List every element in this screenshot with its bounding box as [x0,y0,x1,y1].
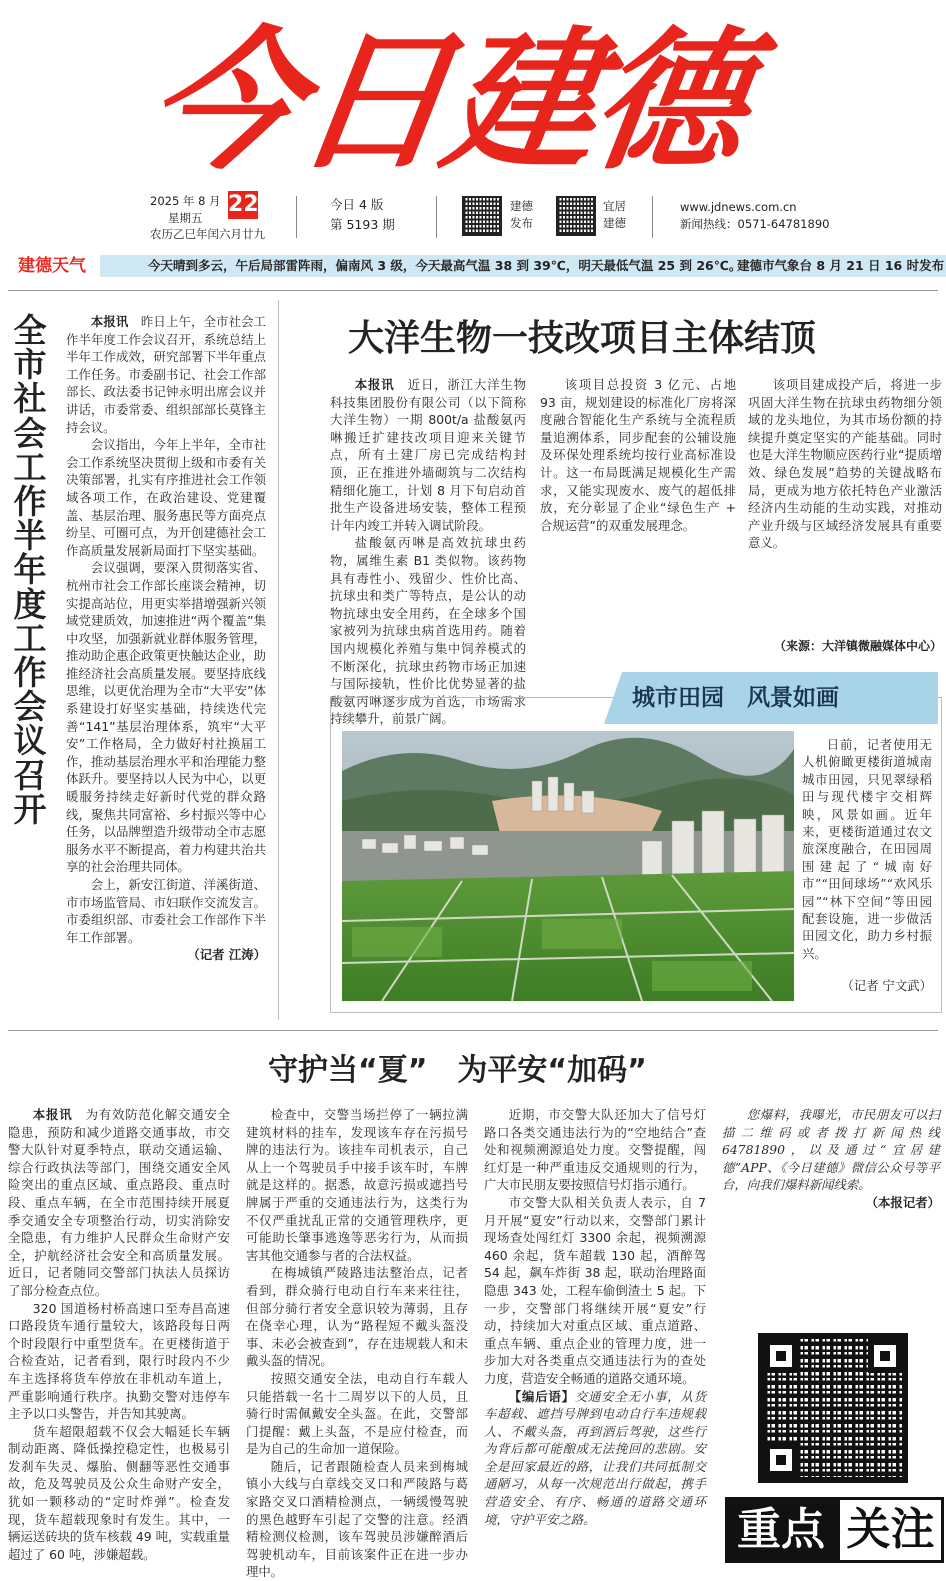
website-link[interactable]: www.jdnews.com.cn [680,200,797,214]
article3-credit: （本报记者） [865,1194,940,1210]
news-hotline: 新闻热线：0571-64781890 [680,217,830,231]
edition-issue: 第 5193 期 [330,217,395,232]
article2-column-1 [330,376,526,727]
weekday: 星期五 [168,211,203,225]
divider [296,196,297,238]
divider [436,196,437,238]
article3-headline: 守护当“夏” 为平安“加码” [268,1053,647,1088]
qr-finder-icon [764,1443,798,1477]
article1-paragraph: 会议指出，今年上半年，全市社会工作系统坚决贯彻上级和市委有关决策部署，扎实有序推进社会工作领域各项工作，在政治建设、党建覆盖、基层治理、服务惠民等方面亮点纷呈、可圈可点，为开创建德社会工作高质量发展新局面打下坚实基础。 [66,437,266,558]
photo-banner-title: 城市田园 风景如画 [632,685,839,711]
article1-paragraph: 会议强调，要深入贯彻落实省、杭州市社会工作部长座谈会精神，切实提高站位，用更实举措增强新兴领域党建质效，加速推进“两个覆盖”集中攻坚，加强新就业群体服务管理，推动助企惠企政策更快触达企业，助推经济社会高质量发展。要坚持底线思维，以更优治理为全市“大平安”体系建设打好坚实基础，持续迭代完善“141”基层治理体系，筑牢“大平安”工作格局，全力做好村社换届工作，推动基层治理水平和治理能力整体跃升。要坚持以人民为中心，以更暖服务持续走好新时代党的群众路线，聚焦共同富裕、乡村振兴等中心任务，以品牌塑造升级带动全市志愿服务水平不断提高，着力构建共治共享的社会治理共同体。 [66,560,266,875]
weather-title: 建德天气 [18,256,86,276]
newspaper-title: 今日建德 [137,11,755,190]
edition-pages: 今日 4 版 [330,197,384,212]
qr-code-icon[interactable] [556,196,596,236]
article3-column-2 [246,1106,468,1580]
date-block [150,190,290,242]
qr-label-line: 建德 [603,216,626,230]
qr-label-jiande-release [510,198,550,250]
divider [8,1030,938,1031]
article1-paragraph: 会上，新安江街道、洋溪街道、市市场监管局、市妇联作交流发言。市委组织部、市委社会工作部作下半年工作部署。 [66,877,266,945]
lunar-date: 农历乙巳年闰六月廿九 [150,227,265,241]
editor-note: 交通安全无小事，从货车超载、遮挡号牌到电动自行车违规载人、不戴头盔，再到酒后驾驶，这些行为背后都可能酿成无法挽回的悲剧。安全是回家最近的路，让我们共同抵制交通陋习，从每一次规范出行做起，携手营造安全、有序、畅通的道路交通环境，守护平安之路。 [484,1388,707,1527]
photo-banner [604,672,938,724]
qr-code-icon[interactable] [462,196,502,236]
article3-paragraph: 在梅城镇严陵路违法整治点，记者看到，群众骑行电动自行车来来往往，但部分骑行者安全意识较为薄弱，且存在侥幸心理，认为“路程短不戴头盔没事、未必会被查到”，存在违规载人和未戴头盔的情况。 [246,1265,468,1369]
article3-paragraph: 近期，市交警大队还加大了信号灯路口各类交通违法行为的“空地结合”查处和视频溯源追处力度。交警提醒，闯红灯是一种严重违反交通规则的行为，广大市民朋友要按照信号灯指示通行。 [484,1107,706,1193]
contact-block [680,199,850,251]
article3-paragraph: 检查中，交警当场拦停了一辆拉满建筑材料的挂车，发现该车存在污损号牌的违法行为。该挂车司机表示，自己从上一个驾驶员手中接手该车时，车牌就是这样的。据悉，故意污损或遮挡号牌属于严重的交通违法行为，这类行为不仅严重扰乱正常的交通管理秩序，更可能助长肇事逃逸等恶劣行为，从而损害其他交通参与者的合法权益。 [246,1107,468,1263]
article3-paragraph: 市交警大队相关负责人表示，自 7 月开展“夏安”行动以来，交警部门累计现场查处闯红灯 3300 余起，视频溯源 460 余起，货车超载 130 起，酒醉驾 54 起，飙车炸街 38 起，联动治理路面隐患 343 处，工程车偷倒渣土 5 起。下一步，交警部门将继续开展“夏安”行动，持续加大对重点区域、重点道路、重点车辆、重点企业的管理力度，进一步加大对各类重点交通违法行为的查处力度，营造安全畅通的道路交通环境。 [484,1194,706,1386]
divider [652,196,653,238]
article2-column-3 [748,376,942,651]
aerial-photo-illustration [342,731,794,1001]
photo-caption: 日前，记者使用无人机俯瞰更楼街道城南城市田园，只见翠绿稻田与现代楼宇交相辉映，风景如画。近年来，更楼街道通过农文旅深度融合，在田园周围建起了“城南好市”“田间球场”“欢风乐园”“林下空间”等田园配套设施，进一步做活田园文化，助力乡村振兴。 [802,737,932,961]
article3-column-4 [722,1106,940,1326]
article2-column-2 [540,376,736,666]
article2-headline: 大洋生物一技改项目主体结顶 [348,318,817,359]
qr-label-livable-jiande [603,198,643,250]
section-label-a: 重点 [725,1497,837,1563]
photo-credit: （记者 宁文武） [841,978,932,993]
article-lead: 本报讯 [90,314,129,329]
qr-label-line: 建德 [510,199,533,213]
article2-paragraph: 该项目建成投产后，将进一步巩固大洋生物在抗球虫药物细分领域的龙头地位，为其市场份额的持续提升奠定坚实的产能基础。同时也是大洋生物顺应医药行业“提质增效、绿色发展”趋势的关键战略布局，更成为地方依托特色产业激活经济内生动能的生动实践，对推动产业升级与区域经济发展具有重要意义。 [748,377,942,551]
article-lead: 本报讯 [354,377,395,392]
section-label [725,1497,944,1563]
article3-paragraph: 按照交通安全法，电动自行车载人只能搭载一名十二周岁以下的人员，且骑行时需佩戴安全头盔。在此，交警部门提醒：戴上头盔，不是应付检查，而是为自己的生命加一道保险。 [246,1370,468,1457]
article-lead: 本报讯 [32,1107,73,1122]
article3-paragraph: 货车超限超载不仅会大幅延长车辆制动距离、降低操控稳定性，也极易引发刹车失灵、爆胎、侧翻等恶性交通事故，危及驾驶员及公众生命财产安全，犹如一颗移动的“定时炸弹”。检查发现，货车超载现象时有发生。其中，一辆运送砖块的货车核载 49 吨，实载重量超过了 60 吨，涉嫌超载。 [8,1423,230,1562]
article2-paragraph: 该项目总投资 3 亿元、占地 93 亩，规划建设的标准化厂房将深度融合智能化生产系统与全流程质量追溯体系，同步配套的公辅设施及环保处理系统均按行业高标准设计。这一布局既满足规模化生产需求，又能实现废水、废气的超低排放，充分彰显了企业“绿色生产 + 合规运营”的双重发展理念。 [540,377,736,533]
masthead [0,0,946,190]
article3-column-3 [484,1106,706,1563]
weather-bar [0,252,946,280]
article1-paragraph: 昨日上午，全市社会工作半年度工作会议召开，系统总结上半年工作成效，研究部署下半年重点工作任务。市委副书记、社会工作部部长、政法委书记钟永明出席会议并讲话，市委常委、组织部部长莫锋主持会议。 [66,314,267,435]
qr-finder-icon [868,1339,902,1373]
qr-label-line: 发布 [510,216,533,230]
article2-paragraph: 盐酸氨丙啉是高效抗球虫药物，属维生素 B1 类似物。该药物具有毒性小、残留少、性价比高、抗球虫和类广等特点，是公认的动物抗球虫安全用药，在全球多个国家被列为抗球虫病首选用药。随着国内规模化养殖与集中饲养模式的不断深化，抗球虫药物市场正加速与国际接轨，性价比优势显著的盐酸氨丙啉逐步成为首选，市场需求持续攀升，前景广阔。 [330,535,526,727]
qr-finder-icon [764,1339,798,1373]
article3-paragraph: 随后，记者跟随检查人员来到梅城镇小大线与白章线交叉口和严陵路与葛家路交叉口酒精检测点，一辆缓慢驾驶的黑色越野车引起了交警的注意。经酒精检测仪检测，该车驾驶员涉嫌醉酒后驾驶机动车，目前该案件正在进一步办理中。 [246,1458,468,1580]
date-year-month: 2025 年 8 月 [150,194,221,208]
divider [278,300,279,1020]
article3-paragraph: 为有效防范化解交通安全隐患，预防和减少道路交通事故，市交警大队针对夏季特点，联动交通运输、综合行政执法等部门，围绕交通安全风险突出的重点区域、重点路段、重点时段、重点车辆，在全市范围持续开展夏季交通安全专项整治行动，切实消除安全隐患，有力维护人民群众生命财产安全，护航经济社会安全和高质量发展。近日，记者随同交警部门执法人员探访了部分检查点位。 [8,1107,231,1298]
article3-column-1 [8,1106,230,1563]
aerial-photo [342,731,794,1001]
article2-paragraph: 近日，浙江大洋生物科技集团股份有限公司（以下简称大洋生物）一期 800t/a 盐酸氨丙啉搬迁扩建技改项目迎来关键节点，所有土建厂房已完成结构封顶，正在推进外墙砌筑与二次结构精细化施工，计划 8 月下旬启动首批生产设备进场安装，整体工程预计年内竣工并转入调试阶段。 [330,377,526,533]
news-tip-note: 您爆料，我曝光，市民朋友可以扫描二维码或者拨打新闻热线 64781890，以及通过“宜居建德”APP、《今日建德》微信公众号等平台，向我们爆料新闻线索。 [722,1107,940,1193]
article1-headline: 全市社会工作半年度工作会议召开 [13,311,47,829]
weather-source: 建德市气象台 8 月 21 日 16 时发布 [737,258,945,273]
article2-credit: （来源：大洋镇微融媒体中心） [773,639,942,653]
weather-forecast: 今天晴到多云，午后局部雷阵雨，偏南风 3 级，今天最高气温 38 到 39℃，明天最低气温 25 到 26℃。 [148,258,742,273]
date-day: 22 [228,192,259,217]
article1-body [66,313,266,1025]
divider [8,290,938,291]
article3-paragraph: 320 国道杨村桥高速口至寿昌高速口路段货车通行量较大，该路段每日两个时段限行中重型货车。在更楼街道于合检查站，记者看到，限行时段内不少车主选择将货车停放在非机动车道上，严重影响通行秩序。执勤交警对违停车主予以口头警告，并告知其驶离。 [8,1300,230,1422]
article1-credit: （记者 江涛） [187,947,266,963]
edition-block [330,195,420,247]
qr-label-line: 宜居 [603,199,626,213]
section-label-b: 关注 [837,1497,944,1563]
editor-note-label: 【编后语】 [508,1388,575,1404]
